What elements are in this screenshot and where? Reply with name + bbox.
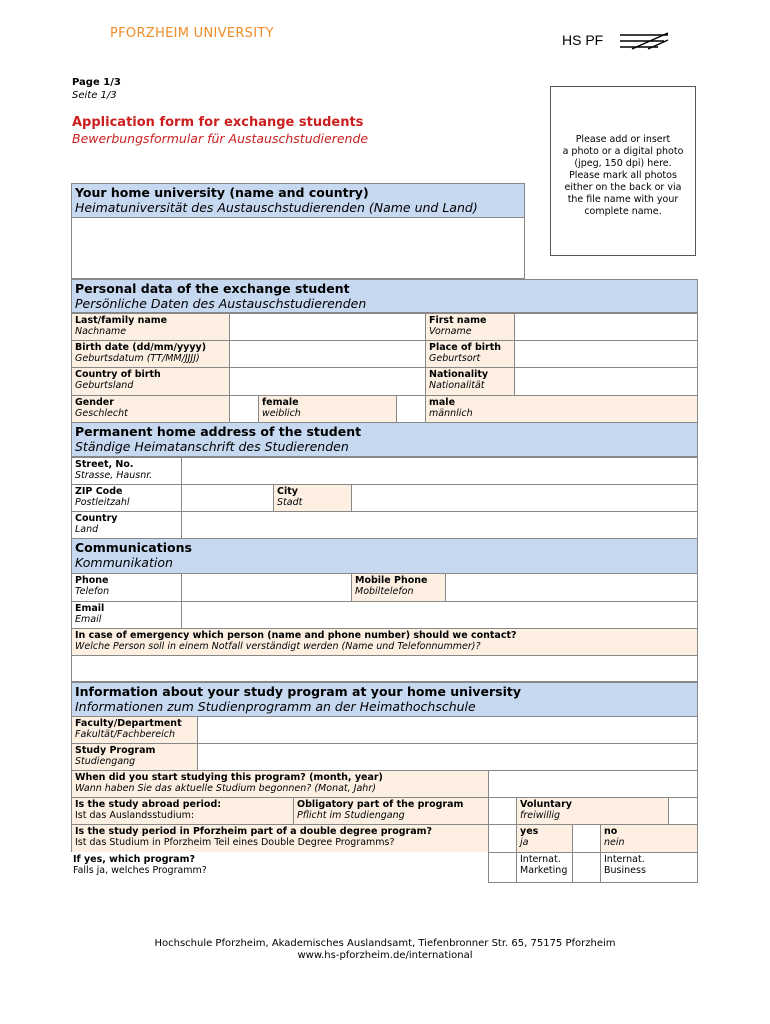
label-de: Wann haben Sie das aktuelle Studium begonnen? (Monat, Jahr) [75, 783, 376, 794]
birth-country-label [71, 367, 230, 396]
emergency-input[interactable] [71, 655, 698, 682]
label-de: ja [520, 837, 529, 848]
footer [0, 938, 770, 962]
marketing-label [516, 852, 573, 883]
street-input[interactable] [181, 457, 698, 485]
section-subtitle: Informationen zum Studienprogramm an der Heimathochschule [75, 699, 476, 714]
label-de: Ist das Auslandsstudium: [75, 810, 195, 821]
label-de: Geburtsland [75, 380, 134, 391]
label-en: no [604, 826, 618, 837]
photo-box[interactable] [550, 86, 696, 256]
female-checkbox[interactable] [229, 395, 259, 423]
logo-text: HS PF [562, 32, 604, 48]
birth-date-input[interactable] [229, 340, 426, 368]
photo-note-line: either on the back or via [564, 182, 682, 193]
photo-note-line: the file name with your [567, 194, 679, 205]
which-program-label [71, 852, 489, 883]
country-label [71, 511, 182, 539]
city-label [273, 484, 352, 512]
email-label [71, 601, 182, 629]
home-university-input[interactable] [71, 217, 525, 279]
faculty-label [71, 716, 198, 744]
label-en: Country of birth [75, 369, 161, 380]
label-en: Is the study abroad period: [75, 799, 222, 810]
label-de: freiwillig [520, 810, 561, 821]
female-label [258, 395, 397, 423]
section-subtitle: Persönliche Daten des Austauschstudierenden [75, 296, 367, 311]
label-de: Marketing [520, 865, 568, 876]
label-en: yes [520, 826, 539, 837]
label-en: Birth date (dd/mm/yyyy) [75, 342, 207, 353]
section-title: Communications [75, 540, 192, 555]
photo-note-line: Please mark all photos [569, 170, 677, 181]
photo-note-line: (jpeg, 150 dpi) here. [574, 158, 672, 169]
page-number: Page 1/3 [72, 77, 121, 88]
section-subtitle: Heimatuniversität des Austauschstudierenden (Name und Land) [75, 200, 478, 215]
label-de: Telefon [75, 586, 110, 597]
label-de: Studiengang [75, 756, 136, 767]
label-en: female [262, 397, 299, 408]
label-en: First name [429, 315, 487, 326]
section-home-address [71, 422, 698, 457]
label-de: Strasse, Hausnr. [75, 470, 153, 481]
no-checkbox[interactable] [572, 824, 601, 853]
first-name-input[interactable] [514, 313, 698, 341]
label-de: Postleitzahl [75, 497, 130, 508]
label-en: When did you start studying this program? (month, year) [75, 772, 383, 783]
label-en: Is the study period in Pforzheim part of a double degree program? [75, 826, 433, 837]
label-de: weiblich [262, 408, 301, 419]
city-input[interactable] [351, 484, 698, 512]
email-input[interactable] [181, 601, 698, 629]
label-en: Gender [75, 397, 114, 408]
label-de: Vorname [429, 326, 472, 337]
section-study-program [71, 682, 698, 717]
label-en: Voluntary [520, 799, 572, 810]
label-en: Last/family name [75, 315, 168, 326]
label-en: City [277, 486, 298, 497]
label-en: Street, No. [75, 459, 134, 470]
label-en: Country [75, 513, 118, 524]
label-en: Internat. [520, 854, 561, 865]
start-label [71, 770, 489, 798]
label-de: Land [75, 524, 99, 535]
label-de: Nationalität [429, 380, 485, 391]
logo-lines-icon [618, 32, 670, 50]
photo-note-line: Please add or insert [575, 134, 671, 145]
label-de: Falls ja, welches Programm? [73, 865, 207, 876]
nationality-label [425, 367, 515, 396]
label-en: Email [75, 603, 105, 614]
business-label [600, 852, 698, 883]
label-de: Geburtsort [429, 353, 481, 364]
label-de: Stadt [277, 497, 303, 508]
label-de: Geschlecht [75, 408, 128, 419]
footer-link[interactable]: www.hs-pforzheim.de/international [297, 950, 473, 961]
label-de: Geburtsdatum (TT/MM/JJJJ) [75, 353, 200, 364]
country-input[interactable] [181, 511, 698, 539]
section-home-university [71, 183, 525, 218]
emergency-label [71, 628, 698, 656]
yes-checkbox[interactable] [488, 824, 517, 853]
section-title: Information about your study program at your home university [75, 684, 522, 699]
label-en: male [429, 397, 456, 408]
label-en: Phone [75, 575, 109, 586]
label-de: männlich [429, 408, 473, 419]
first-name-label [425, 313, 515, 341]
form-title: Application form for exchange students [72, 115, 364, 130]
program-input[interactable] [197, 743, 698, 771]
last-name-label [71, 313, 230, 341]
label-en: Study Program [75, 745, 156, 756]
gender-label [71, 395, 230, 423]
section-subtitle: Kommunikation [75, 555, 173, 570]
section-personal-data [71, 279, 698, 313]
section-subtitle: Ständige Heimatanschrift des Studierenden [75, 439, 349, 454]
section-title: Personal data of the exchange student [75, 281, 350, 296]
label-de: Nachname [75, 326, 127, 337]
section-communications [71, 538, 698, 574]
label-de: Ist das Studium in Pforzheim Teil eines Double Degree Programms? [75, 837, 395, 848]
label-de: Welche Person soll in einem Notfall verständigt werden (Name und Telefonnummer)? [75, 641, 481, 652]
street-label [71, 457, 182, 485]
voluntary-checkbox[interactable] [668, 797, 698, 825]
birth-country-input[interactable] [229, 367, 426, 396]
label-en: If yes, which program? [73, 854, 195, 865]
male-checkbox[interactable] [396, 395, 426, 423]
photo-note-line: complete name. [584, 206, 662, 217]
program-label [71, 743, 198, 771]
obligatory-label [293, 797, 489, 825]
label-en: In case of emergency which person (name and phone number) should we contact? [75, 630, 517, 641]
business-checkbox[interactable] [572, 852, 601, 883]
mobile-input[interactable] [445, 573, 698, 602]
label-en: Place of birth [429, 342, 502, 353]
zip-input[interactable] [181, 484, 274, 512]
label-en: Nationality [429, 369, 489, 380]
male-label [425, 395, 698, 423]
nationality-input[interactable] [514, 367, 698, 396]
label-de: Fakultät/Fachbereich [75, 729, 175, 740]
label-en: ZIP Code [75, 486, 123, 497]
zip-label [71, 484, 182, 512]
abroad-label [71, 797, 294, 825]
marketing-checkbox[interactable] [488, 852, 517, 883]
university-name: PFORZHEIM UNIVERSITY [110, 26, 274, 41]
section-title: Permanent home address of the student [75, 424, 362, 439]
label-en: Faculty/Department [75, 718, 182, 729]
label-de: Mobiltelefon [355, 586, 414, 597]
yes-label [516, 824, 573, 853]
label-de: Email [75, 614, 102, 625]
label-en: Obligatory part of the program [297, 799, 464, 810]
birth-date-label [71, 340, 230, 368]
photo-note-line: a photo or a digital photo [562, 146, 684, 157]
footer-address: Hochschule Pforzheim, Akademisches Auslandsamt, Tiefenbronner Str. 65, 75175 Pforzheim [154, 938, 616, 949]
obligatory-checkbox[interactable] [488, 797, 517, 825]
phone-label [71, 573, 182, 602]
page-number-de: Seite 1/3 [72, 90, 117, 101]
mobile-label [351, 573, 446, 602]
faculty-input[interactable] [197, 716, 698, 744]
label-de: nein [604, 837, 625, 848]
last-name-input[interactable] [229, 313, 426, 341]
double-degree-label [71, 824, 489, 853]
label-en: Mobile Phone [355, 575, 428, 586]
birth-place-input[interactable] [514, 340, 698, 368]
start-input[interactable] [488, 770, 698, 798]
no-label [600, 824, 698, 853]
birth-place-label [425, 340, 515, 368]
phone-input[interactable] [181, 573, 352, 602]
voluntary-label [516, 797, 669, 825]
label-en: Internat. [604, 854, 645, 865]
label-de: Business [604, 865, 646, 876]
form-title-de: Bewerbungsformular für Austauschstudierende [72, 131, 369, 146]
label-de: Pflicht im Studiengang [297, 810, 405, 821]
section-title: Your home university (name and country) [75, 185, 369, 200]
